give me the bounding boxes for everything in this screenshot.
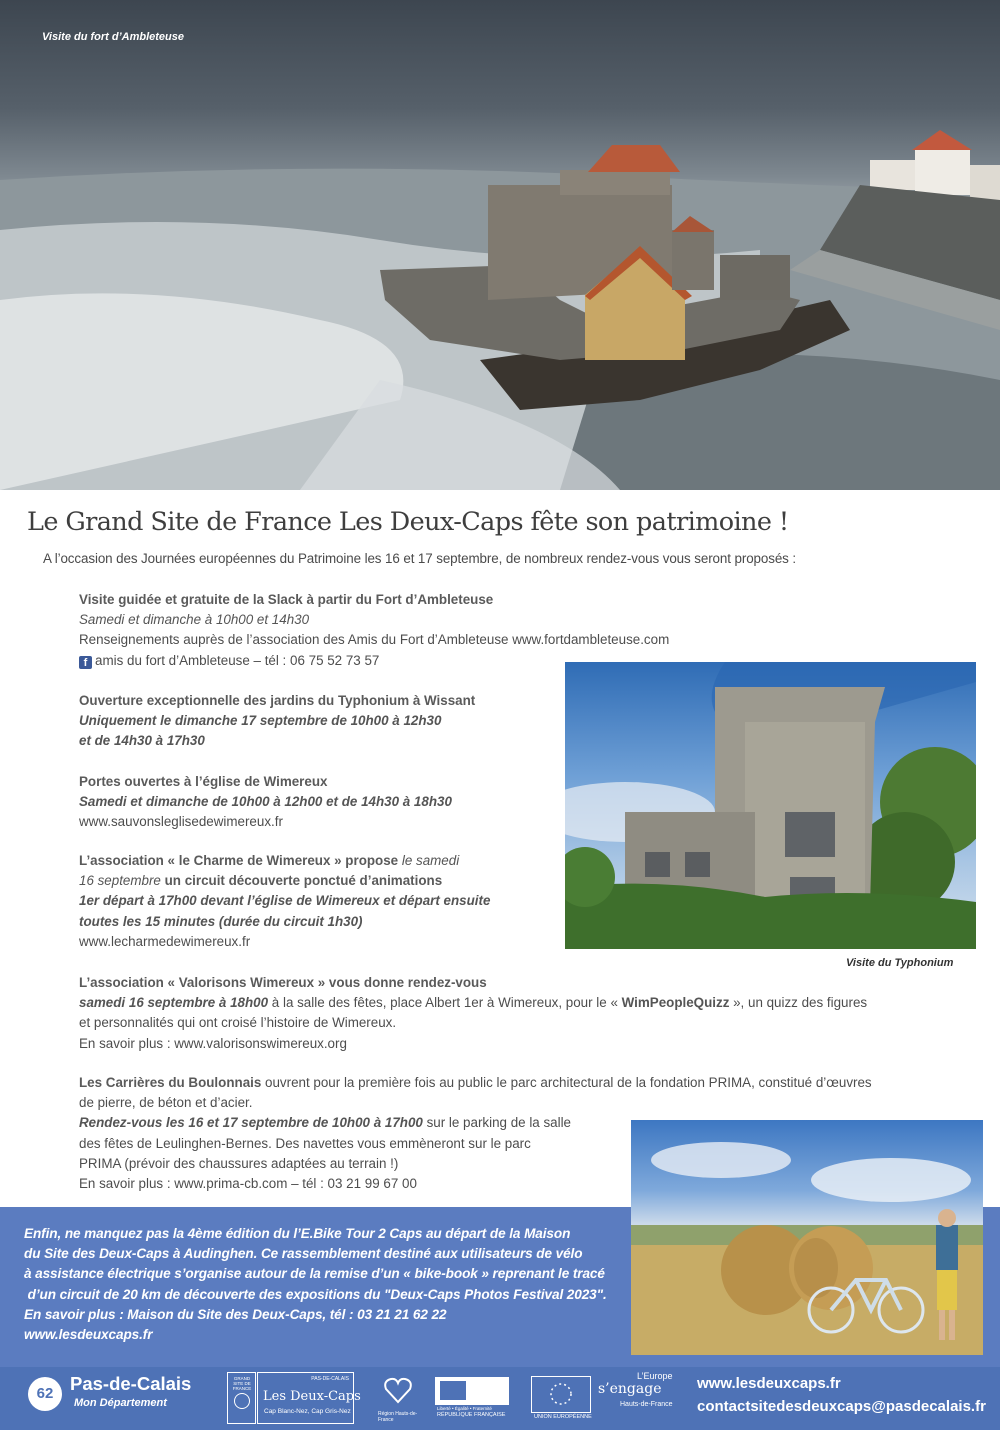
hero-caption: Visite du fort d’Ambleteuse (42, 31, 185, 43)
eu-label: UNION EUROPÉENNE (534, 1414, 592, 1420)
event-line-3: 1er départ à 17h00 devant l’église de Wimereux et départ ensuite (79, 893, 491, 909)
event-info: Renseignements auprès de l’association des Amis du Fort d’Ambleteuse www.fortdambleteuse.com (79, 632, 670, 648)
event-link[interactable]: www.sauvonsleglisedewimereux.fr (79, 814, 283, 830)
footer-bar (0, 1367, 1000, 1430)
event-more[interactable]: En savoir plus : www.valorisonswimereux.org (79, 1035, 347, 1051)
europe-region: Hauts-de-France (620, 1401, 673, 1408)
typhonium-photo (565, 662, 976, 949)
ebike-photo (631, 1120, 983, 1355)
event-link[interactable]: www.lecharmedewimereux.fr (79, 933, 251, 949)
event-line-4: toutes les 15 minutes (durée du circuit 1h30) (79, 913, 363, 929)
event-line-4: des fêtes de Leulinghen-Bernes. Des navettes vous emmèneront sur le parc (79, 1135, 531, 1151)
event-date: Rendez-vous les 16 et 17 septembre de 10h00 à 17h00 (79, 1115, 423, 1131)
ebike-website-link[interactable]: www.lesdeuxcaps.fr (24, 1327, 153, 1343)
republique-label: RÉPUBLIQUE FRANÇAISE (437, 1412, 506, 1418)
gsf-label: GRAND SITE DE FRANCE (232, 1376, 252, 1391)
event-quiz-name: WimPeopleQuizz (621, 995, 730, 1011)
event-schedule-2: et de 14h30 à 17h30 (79, 733, 205, 749)
event-schedule: Samedi et dimanche de 10h00 à 12h00 et de 14h30 à 18h30 (79, 794, 452, 810)
hero-photo-fort-ambleteuse (0, 0, 1000, 490)
event-charme-wimereux (79, 851, 490, 952)
footer-website-link[interactable]: www.lesdeuxcaps.fr (697, 1375, 841, 1392)
europe-top: L’Europe (637, 1371, 673, 1381)
event-desc-a: à la salle des fêtes, place Albert 1er à Wimereux, pour le « (268, 995, 622, 1011)
eu-stars-icon (532, 1377, 590, 1412)
event-eglise-wimereux (79, 772, 452, 833)
ebike-line: du Site des Deux-Caps à Audinghen. Ce rassemblement destiné aux utilisateurs de vélo (24, 1246, 583, 1262)
grand-site-logo (227, 1372, 256, 1424)
deux-caps-name: Les Deux-Caps (263, 1389, 361, 1404)
event-date: le samedi (398, 853, 460, 868)
event-desc-line2: et personnalités qui ont croisé l’histoire de Wimereux. (79, 1015, 397, 1031)
dept-sub: Mon Département (74, 1397, 167, 1409)
event-schedule-1: Uniquement le dimanche 17 septembre de 10h00 à 12h30 (79, 713, 442, 729)
fort-illustration (0, 0, 1000, 490)
event-title: L’association « Valorisons Wimereux » vous donne rendez-vous (79, 975, 487, 990)
flower-icon (234, 1393, 250, 1409)
event-desc-a: ouvrent pour la première fois au public le parc architectural de la fondation PRIMA, constitué d’œuvres (261, 1075, 872, 1090)
event-typhonium (79, 691, 475, 752)
republique-logo (435, 1377, 509, 1405)
event-date: samedi 16 septembre à 18h00 (79, 995, 269, 1011)
event-social-text: amis du fort d’Ambleteuse – tél : 06 75 52 73 57 (95, 652, 380, 668)
event-desc-line2: de pierre, de béton et d’acier. (79, 1095, 253, 1111)
ebike-line: d’un circuit de 20 km de découverte des expositions du "Deux-Caps Photos Festival 2023". (24, 1286, 607, 1302)
region-heart-icon (383, 1375, 413, 1405)
event-more[interactable]: En savoir plus : www.prima-cb.com – tél : 03 21 99 67 00 (79, 1176, 417, 1192)
event-valorisons-wimereux (79, 973, 979, 1054)
typhonium-caption: Visite du Typhonium (846, 957, 954, 969)
footer-email-link[interactable]: contactsitedesdeuxcaps@pasdecalais.fr (697, 1398, 986, 1415)
deux-caps-top: PAS-DE-CALAIS (311, 1376, 349, 1382)
event-title: Visite guidée et gratuite de la Slack à partir du Fort d’Ambleteuse (79, 592, 494, 607)
page-title: Le Grand Site de France Les Deux-Caps fête son patrimoine ! (27, 507, 789, 537)
dept-number-badge: 62 (28, 1377, 62, 1411)
ebike-line: En savoir plus : Maison du Site des Deux-Caps, tél : 03 21 21 62 22 (24, 1306, 447, 1322)
deux-caps-logo (257, 1372, 361, 1424)
event-schedule: Samedi et dimanche à 10h00 et 14h30 (79, 612, 310, 628)
ebike-line: à assistance électrique s’organise autour de la remise d’un « bike-book » reprenant le tracé (24, 1266, 605, 1282)
ebike-text (24, 1224, 624, 1345)
europe-engage: s’engage (598, 1381, 662, 1397)
republique-motto: Liberté • Égalité • Fraternité (437, 1406, 492, 1411)
event-title: Ouverture exceptionnelle des jardins du Typhonium à Wissant (79, 693, 476, 708)
event-desc: un circuit découverte ponctué d’animations (160, 873, 443, 889)
intro-text: A l’occasion des Journées européennes du Patrimoine les 16 et 17 septembre, de nombreux rendez-vous vous seront proposés : (43, 551, 797, 566)
event-title: Portes ouvertes à l’église de Wimereux (79, 774, 328, 789)
event-title: L’association « le Charme de Wimereux » propose (79, 853, 399, 868)
event-line-5: PRIMA (prévoir des chaussures adaptées au terrain !) (79, 1155, 399, 1171)
event-title: Les Carrières du Boulonnais (79, 1075, 262, 1090)
ebike-line: Enfin, ne manquez pas la 4ème édition du l’E.Bike Tour 2 Caps au départ de la Maison (24, 1226, 571, 1241)
deux-caps-sub: Cap Blanc-Nez, Cap Gris-Nez (264, 1408, 351, 1415)
event-desc-b: », un quizz des figures (729, 995, 868, 1011)
typhonium-illustration (565, 662, 976, 949)
event-fort-ambleteuse (79, 590, 669, 671)
region-logo (383, 1375, 413, 1405)
eu-flag (531, 1376, 591, 1413)
event-date-2: 16 septembre (79, 873, 161, 889)
region-label: Région Hauts-de-France (378, 1411, 418, 1423)
event-desc-b: sur le parking de la salle (422, 1115, 571, 1131)
facebook-icon: f (79, 656, 92, 669)
dept-name: Pas-de-Calais (70, 1373, 192, 1394)
marianne-icon (440, 1381, 466, 1400)
bike-illustration (631, 1120, 983, 1355)
